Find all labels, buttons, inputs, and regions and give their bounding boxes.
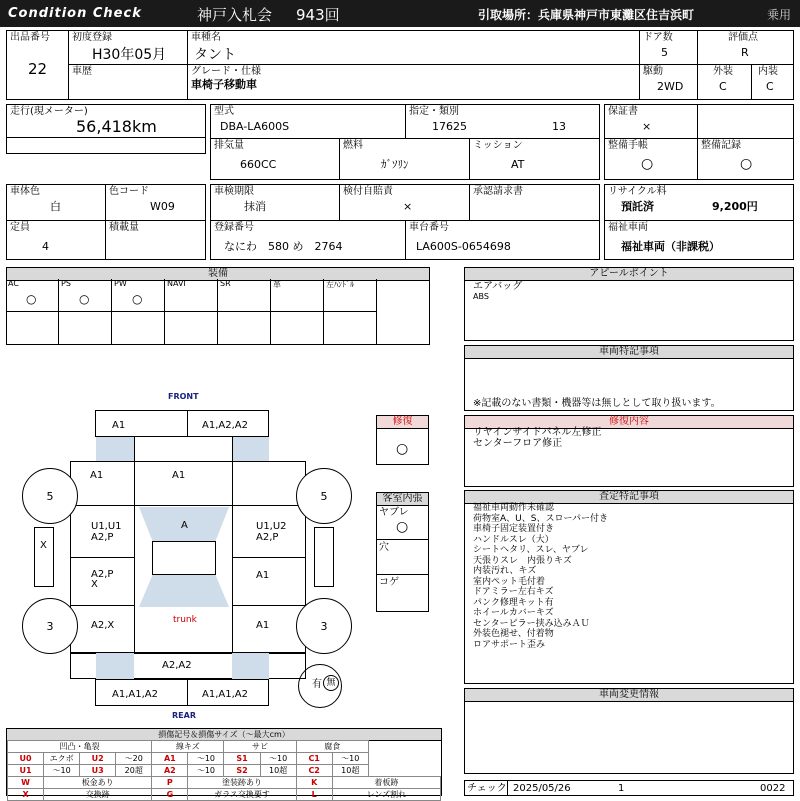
plate-label: 登録番号 [214,222,254,233]
inspection-note: 天張りスレ 内張りキズ [473,555,572,566]
equip-cell-empty [59,312,112,345]
auction-session: 943回 [296,6,340,24]
mark-rear-left: A1,A1,A2 [112,689,158,700]
legend-cell: S1 [224,753,260,765]
inspection-note: センターピラー挟み込みＡＵ [473,618,590,629]
equipment-title: 装備 [7,268,429,281]
cabin-box [376,492,429,612]
inspection-note: 車椅子固定装置付き [473,524,555,534]
category-number: 13 [552,120,566,133]
legend-code: 着板跡 [332,777,440,789]
cabin-tear-label: ヤブレ [379,507,409,518]
cabin-tear-mark: ○ [396,519,409,535]
inspection-note: 室内ペット毛付着 [473,576,546,587]
legend-cell: 20超 [116,765,152,777]
legend-cell: 〜20 [116,753,152,765]
front-label: FRONT [168,392,199,401]
mark-front-right: A1,A2,A2 [202,420,248,431]
color-label: 車体色 [10,186,40,197]
legend-code: G [152,789,188,801]
legend-group: 腐食 [296,741,368,753]
displacement: 660CC [240,158,277,171]
repair-panel [464,415,794,487]
history-label: 車歴 [72,66,92,77]
special-panel [464,345,794,411]
check-number: 1 [618,783,625,794]
equip-cell-2 [112,279,165,312]
welfare-label: 福祉車両 [608,222,648,233]
equip-label: PW [114,279,127,288]
self-tax-label: 検付自賠責 [343,186,393,197]
front-corner-left [96,437,134,461]
inspection-notes-title: 査定特記事項 [465,491,793,504]
mark-tailgate: A2,A2 [162,660,192,671]
drive-label: 駆動 [643,66,663,77]
legend-cell: U3 [80,765,116,777]
maint: ○ [740,156,753,172]
equip-cell-6 [324,279,377,312]
manual: ○ [641,156,654,172]
equip-label: SR [220,279,231,288]
legend-title: 損傷記号＆損傷サイズ（〜最大cm） [7,729,441,741]
hood [70,461,306,506]
mark-front-left: A1 [112,420,126,431]
special-note: ※記載のない書類・機器等は無しとして取り扱います。 [473,398,721,409]
equip-cell-4 [218,279,271,312]
equip-cell-1 [59,279,112,312]
inspection-note: ロアサポート歪み [473,639,546,650]
equip-cell-5 [271,279,324,312]
legend-code: X [8,789,44,801]
front-bumper-left [95,410,188,437]
mirror-right [314,527,334,587]
equip-label: 左ﾊﾝﾄﾞﾙ [326,280,354,289]
model: DBA-LA600S [220,120,290,133]
legend-cell: C1 [296,753,332,765]
changes-title: 車両変更情報 [465,689,793,702]
mirror-left [34,527,54,587]
equip-cell-empty [112,312,165,345]
welfare: 福祉車両（非課税） [621,240,720,253]
recycle-status: 預託済 [621,200,654,213]
legend-cell: A2 [152,765,188,777]
rear-corner-right [232,653,269,679]
designation-label: 指定・類別 [409,106,459,117]
capacity: 4 [42,240,49,253]
legend-code: 板金あり [44,777,152,789]
repair-box-mark: ○ [396,441,409,457]
legend-code: 塗装跡あり [188,777,296,789]
inspection-label: 車検期限 [214,186,254,197]
chassis: LA600S-0654698 [416,240,511,253]
warranty: × [642,120,652,133]
tire-front-left: 5 [22,468,78,524]
name-label: 車種名 [191,32,221,43]
cabin-hole-label: 穴 [379,542,389,553]
designation: 17625 [432,120,467,133]
legend-cell: U2 [80,753,116,765]
equip-cell-empty [6,312,59,345]
doors: 5 [661,46,668,59]
check-date: 2025/05/26 [513,783,571,794]
front-corner-right [232,437,269,461]
lot-label: 出品番号 [10,32,50,43]
inspection-note: ホイールカバーキズ [473,608,554,618]
tire-front-right: 5 [296,468,352,524]
mark-mirror-left: X [40,540,47,551]
self-tax: × [403,200,413,213]
mission: AT [511,158,525,171]
legend-cell: 〜10 [332,753,368,765]
header-bar [0,0,800,27]
equip-mark: ○ [132,292,143,306]
plate: なにわ 580 め 2764 [224,240,343,253]
fuel: ｶﾞｿﾘﾝ [381,158,409,171]
legend-cell: 〜10 [188,753,224,765]
mark-roof: A [181,520,188,531]
grade-score: R [741,46,749,59]
equip-cell-empty [218,312,271,345]
legend-code: ガラス交換要す [188,789,296,801]
first-reg-label: 初度登録 [72,32,112,43]
repair-line-2: センターフロア修正 [473,438,563,449]
grade-label: グレード・仕様 [191,66,261,77]
interior-label: 内装 [758,66,778,77]
legend-cell: A1 [152,753,188,765]
exterior: C [719,80,727,93]
equip-cell-empty [271,312,324,345]
rear-corner-left [96,653,134,679]
legend-cell: エクボ [44,753,80,765]
equip-label: PS [61,279,71,288]
model-label: 型式 [214,106,234,117]
appeal-line-1: エアバッグ [473,281,523,292]
spare-in-mark: 無 [323,675,339,691]
cabin-burn-label: コゲ [379,577,399,588]
displacement-label: 排気量 [214,140,244,151]
color-code: W09 [150,200,175,213]
equip-mark: ○ [26,292,37,306]
changes-panel [464,688,794,774]
vehicle-category: 乗用 [767,8,792,22]
mileage-label: 走行(現メーター) [10,106,88,117]
approval-label: 承認請求書 [473,186,523,197]
mark-qtr-left: A2,X [91,620,115,631]
equip-cell-3 [165,279,218,312]
appeal-panel [464,267,794,341]
grade: 車椅子移動車 [191,78,257,91]
tire-rear-right: 3 [296,598,352,654]
grade-score-label: 評価点 [728,32,758,43]
load-label: 積載量 [109,222,139,233]
mark-fender-left: A1 [90,470,104,481]
appeal-title: アピールポイント [465,268,793,281]
equip-mark: ○ [79,292,90,306]
mark-rear-right: A1,A1,A2 [202,689,248,700]
appeal-line-2: ABS [473,292,489,301]
inspection-note: ハンドルスレ（大） [473,534,554,545]
interior: C [766,80,774,93]
doors-label: ドア数 [643,32,673,43]
mark-door-front-left: U1,U1 A2,P [91,521,122,543]
legend-cell: 〜10 [44,765,80,777]
legend-code: L [296,789,332,801]
legend-table [6,728,442,799]
pickup-location: 引取場所：兵庫県神戸市東灘区住吉浜町 [478,8,695,22]
repair-box [376,415,429,465]
roof [152,541,216,575]
fuel-label: 燃料 [343,140,363,151]
legend-code: P [152,777,188,789]
legend-cell: 〜10 [188,765,224,777]
special-title: 車両特記事項 [465,346,793,359]
equip-label: 革 [273,280,281,289]
exterior-label: 外装 [713,66,733,77]
first-reg: H30年05月 [92,47,167,63]
legend-group: 凹凸・亀裂 [8,741,152,753]
mark-hood: A1 [172,470,186,481]
recycle-label: リサイクル料 [608,186,667,197]
auction-name: 神戸入札会 [197,6,273,24]
legend-cell: 〜10 [260,753,296,765]
legend-group: サビ [224,741,296,753]
mark-qtr-right: A1 [256,620,270,631]
rear-label: REAR [172,711,196,720]
legend-cell: C2 [296,765,332,777]
repair-title: 修復内容 [465,416,793,429]
body-color: 白 [50,200,61,213]
mark-door-front-right: U1,U2 A2,P [256,521,287,543]
cabin-title: 客室内張 [377,493,428,506]
mark-door-rear-left: A2,P X [91,569,114,590]
check-code: 0022 [760,783,786,794]
mileage: 56,418km [76,117,157,136]
legend-cell: 10超 [332,765,368,777]
equip-label: AC [8,279,19,288]
equip-cell-empty [165,312,218,345]
drive: 2WD [657,80,684,93]
mission-label: ミッション [473,140,523,151]
inspection-note: 外装色褪せ、付着物 [473,629,554,639]
inspection-note: 福祉車両動作未確認 [473,503,555,513]
legend-cell: U0 [8,753,44,765]
repair-box-title: 修復 [377,416,428,429]
manual-label: 整備手帳 [608,140,648,151]
inspection-note: シートヘタリ、スレ、ヤブレ [473,545,589,555]
legend-group: 線キズ [152,741,224,753]
spare-label: 有 [312,679,322,690]
legend-code: W [8,777,44,789]
legend-cell: 10超 [260,765,296,777]
capacity-label: 定員 [10,222,30,233]
color-code-label: 色コード [109,186,149,197]
check-label: チェック [467,783,507,794]
maint-label: 整備記録 [701,140,741,151]
equip-label: NAVI [167,279,186,288]
logo: Condition Check [8,6,142,21]
mark-door-rear-right: A1 [256,570,270,581]
legend-cell: U1 [8,765,44,777]
legend-cell: S2 [224,765,260,777]
inspection-note: ドアミラー左右キズ [473,587,554,597]
chassis-label: 車台番号 [409,222,449,233]
legend-code: 交換跡 [44,789,152,801]
inspection-note: パンク修理キット有 [473,597,554,608]
repair-line-1: リヤインサイドパネル左修正 [473,427,602,438]
warranty-label: 保証書 [608,106,638,117]
car-name: タント [194,47,236,63]
legend-code: K [296,777,332,789]
lot-number: 22 [28,60,48,78]
equip-cell-0 [6,279,59,312]
inspection-note: 荷物室A、U、S、スローパー付き [473,513,609,524]
trunk-label: trunk [173,615,197,625]
equip-cell-empty [324,312,377,345]
legend-code: レンズ割れ [332,789,440,801]
inspection: 抹消 [244,200,266,213]
inspection-notes-panel [464,490,794,684]
inspection-note: 内装汚れ、キズ [473,566,537,576]
recycle-fee: 9,200円 [712,200,758,213]
tire-rear-left: 3 [22,598,78,654]
